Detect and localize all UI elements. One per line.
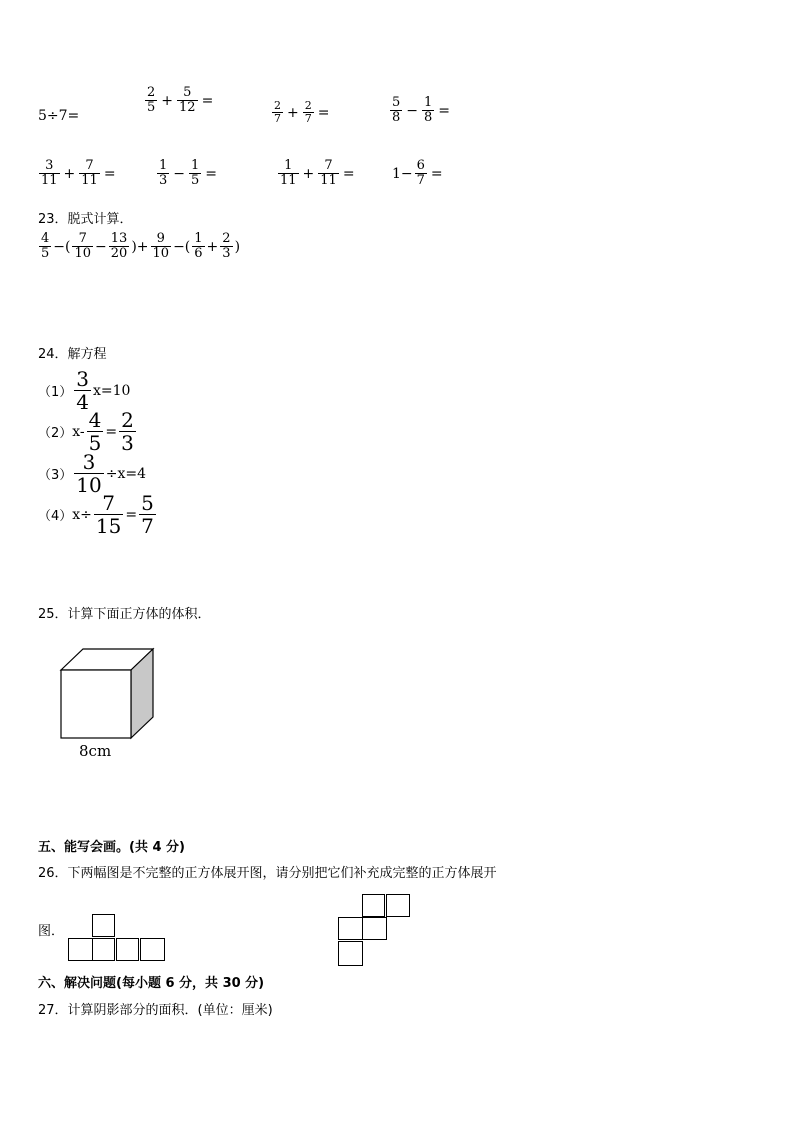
- expr-1-11-plus-7-11: $\frac{1}{11}$ + $\frac{7}{11}$ =: [280, 158, 355, 189]
- q23-expression: $\frac{4}{5}$ − ( $\frac{7}{10}$ − $\frac{13}{20}$ ) + $\frac{9}{10}$ − ( $\frac{1}{6}$ + $\frac{2}{3}$ ): [41, 231, 241, 262]
- net-cell: [116, 938, 139, 961]
- expr-3-11-plus-7-11: $\frac{3}{11}$ + $\frac{7}{11}$ =: [41, 158, 116, 189]
- net-cell: [140, 938, 165, 961]
- q26-text: 26．下两幅图是不完整的正方体展开图，请分别把它们补充成完整的正方体展开: [38, 866, 497, 881]
- net-cell: [68, 938, 93, 961]
- net-cell: [338, 941, 363, 966]
- q26-text-cont: 图．: [38, 924, 65, 939]
- net-cell: [92, 914, 115, 937]
- section-5-title: 五、能写会画。(共 4 分): [38, 840, 185, 855]
- net-cell: [92, 938, 115, 961]
- net-cell: [362, 917, 387, 940]
- cube-figure: [55, 645, 165, 745]
- cube-front-face: [61, 670, 131, 738]
- net-cell: [338, 917, 363, 940]
- net-cell: [386, 894, 410, 917]
- q24-title: 24．解方程: [38, 347, 107, 362]
- equation-1: （1） $\frac{3}{4}$ x=10: [38, 367, 131, 414]
- equation-4: （4） x÷ $\frac{7}{15}$ = $\frac{5}{7}$: [38, 491, 154, 538]
- expr-1-minus-6-7: 1− $\frac{6}{7}$ =: [392, 158, 443, 189]
- expr-5-div-7: 5÷7=: [38, 108, 80, 124]
- q25-title: 25．计算下面正方体的体积．: [38, 607, 211, 622]
- expr-5-8-minus-1-8: $\frac{5}{8}$ − $\frac{1}{8}$ =: [392, 95, 451, 126]
- expr-1-3-minus-1-5: $\frac{1}{3}$ − $\frac{1}{5}$ =: [159, 158, 218, 189]
- q27-text: 27．计算阴影部分的面积．(单位：厘米): [38, 1003, 273, 1018]
- section-6-title: 六、解决问题(每小题 6 分，共 30 分): [38, 976, 265, 991]
- cube-edge-label: 8cm: [79, 742, 112, 760]
- net-cell: [362, 894, 385, 917]
- equation-2: （2） x- $\frac{4}{5}$ = $\frac{2}{3}$: [38, 408, 134, 455]
- equation-3: （3） $\frac{3}{10}$ ÷x=4: [38, 450, 146, 497]
- expr-2-5-plus-5-12: $\frac{2}{5}$ + $\frac{5}{12}$ =: [147, 85, 214, 116]
- expr-2-7-plus-2-7: $\frac{2}{7}$ + $\frac{2}{7}$ =: [274, 99, 330, 126]
- q23-title: 23．脱式计算．: [38, 212, 133, 227]
